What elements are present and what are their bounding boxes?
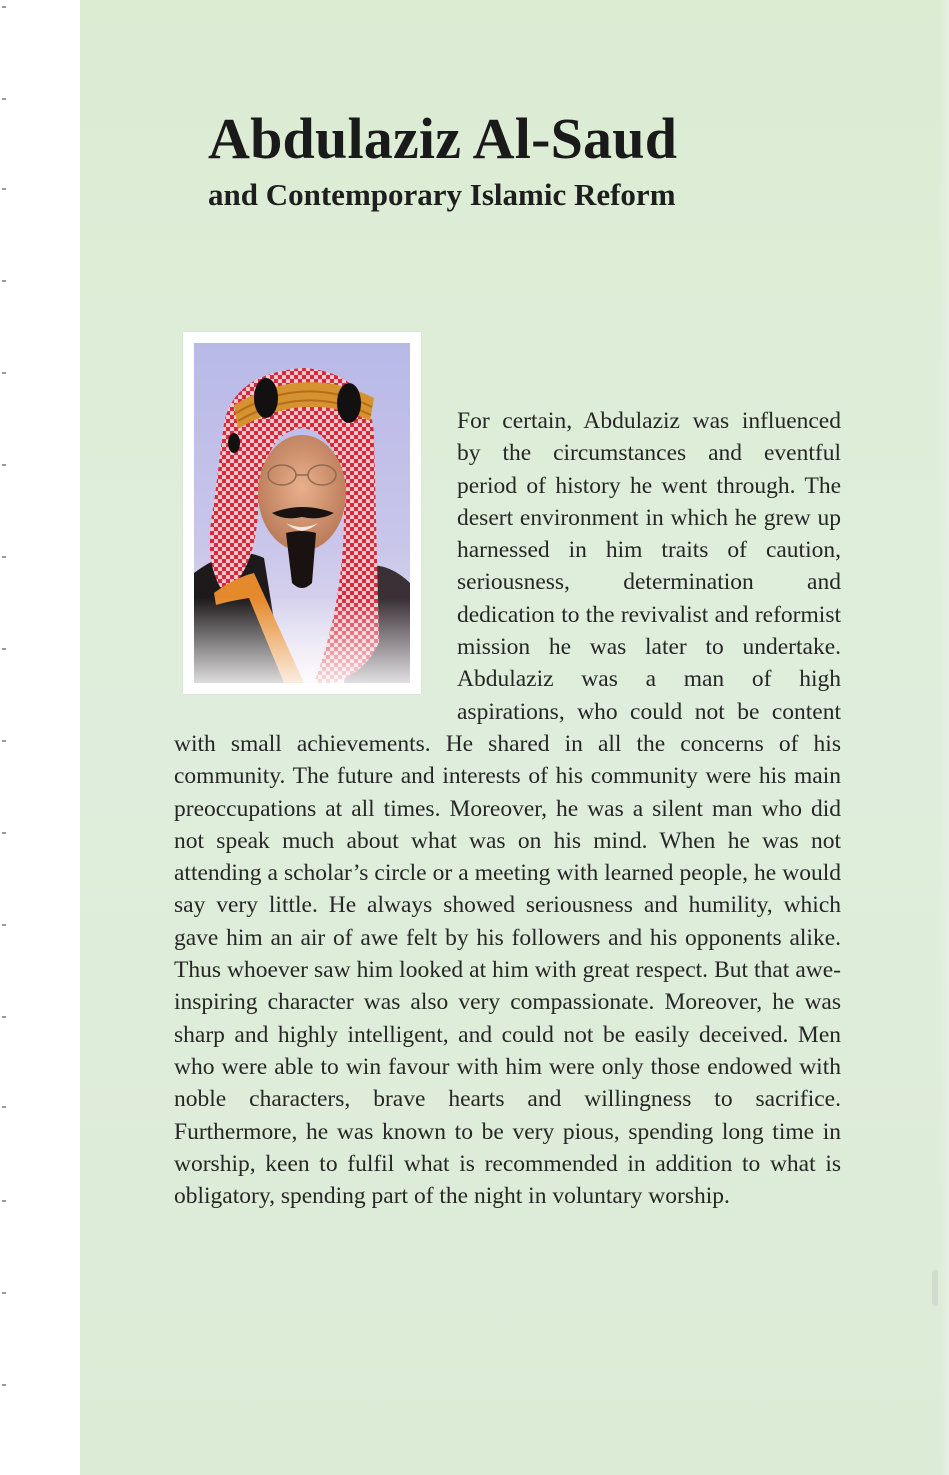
crop-mark: [2, 1200, 6, 1202]
book-title: Abdulaziz Al-Saud: [208, 106, 678, 171]
body-text-content: For certain, Abdulaziz was influenced by the circumstances and eventful period of history he went through. The desert environment in which he grew up harnessed in him traits of caution, seriousness, determination and dedication to the revivalist and reformist mission he was later to undertake. Abdulaziz was a man of high aspirations, who could not be content with small achievements. He shared in all the concerns of his community. The future and interests of his community were his main preoccupations at all times. Moreover, he was a silent man who did not speak much about what was on his mind. When he was not attending a scholar’s circle or a meeting with learned people, he would say very little. He always showed seriousness and humility, which gave him an air of awe felt by his followers and his opponents alike. Thus whoever saw him looked at him with great respect. But that awe-inspiring character was also very compassionate. Moreover, he was sharp and highly intelligent, and could not be easily deceived. Men who were able to win favour with him were only those endowed with noble characters, brave hearts and willingness to sacrifice. Furthermore, he was known to be very pious, spending long time in worship, keen to fulfil what is recommended in addition to what is obligatory, spending part of the night in voluntary worship.: [174, 408, 841, 1210]
crop-mark: [2, 1016, 6, 1018]
crop-mark: [2, 556, 6, 558]
body-paragraph: [174, 405, 841, 1212]
crop-mark: [2, 98, 6, 100]
crop-mark: [2, 464, 6, 466]
crop-mark: [2, 1292, 6, 1294]
crop-mark: [2, 372, 6, 374]
crop-mark: [2, 740, 6, 742]
crop-mark: [2, 648, 6, 650]
crop-mark: [2, 924, 6, 926]
page-margin: [0, 0, 80, 1475]
crop-mark: [2, 188, 6, 190]
crop-mark: [2, 1384, 6, 1386]
scan-artifact: [932, 1270, 938, 1306]
crop-mark: [2, 6, 6, 8]
photo-text-wrap-spacer: [174, 405, 457, 718]
crop-mark: [2, 1106, 6, 1108]
crop-mark: [2, 280, 6, 282]
crop-mark: [2, 832, 6, 834]
book-subtitle: and Contemporary Islamic Reform: [208, 177, 676, 212]
